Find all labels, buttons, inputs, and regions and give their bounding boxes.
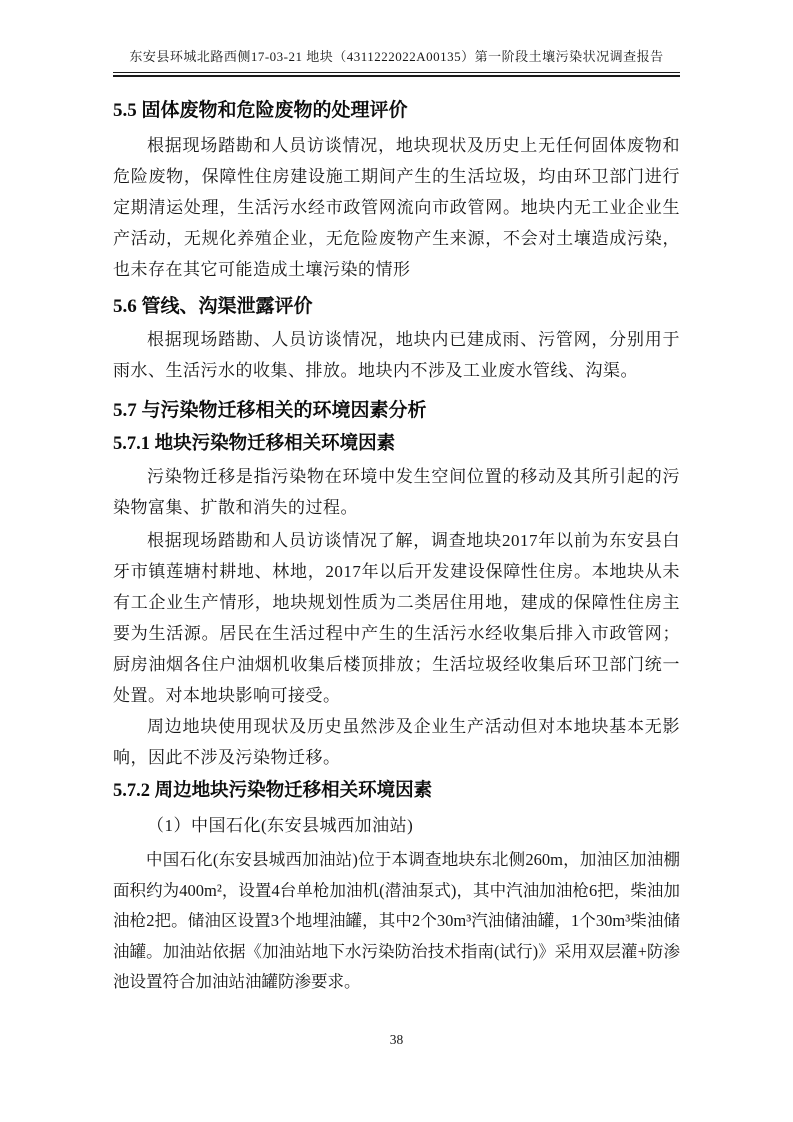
paragraph-site-history-migration: 根据现场踏勘和人员访谈情况了解，调查地块2017年以前为东安县白牙市镇莲塘村耕地、林地，2017年以后开发建设保障性住房。本地块从未有工企业生产情形，地块规划性质为二类居住用地，建成的保障性住房主要为生活源。居民在生活过程中产生的生活污水经收集后排入市政管网；厨房油烟各住户油烟机收集后楼顶排放；生活垃圾经收集后环卫部门统一处置。对本地块影响可接受。 bbox=[113, 531, 680, 705]
section-heading-5-7-2: 5.7.2 周边地块污染物迁移相关环境因素 bbox=[113, 781, 433, 801]
page-header-title: 东安县环城北路西侧17-03-21 地块（4311222022A00135）第一阶段土壤污染状况调查报告 bbox=[129, 49, 664, 64]
header-divider-rule bbox=[113, 72, 680, 77]
section-heading-5-7: 5.7 与污染物迁移相关的环境因素分析 bbox=[113, 400, 427, 421]
section-heading-5-6: 5.6 管线、沟渠泄露评价 bbox=[113, 296, 313, 317]
page-number: 38 bbox=[389, 1032, 404, 1047]
paragraph-surrounding-no-impact: 周边地块使用现状及历史虽然涉及企业生产活动但对本地块基本无影响，因此不涉及污染物迁移。 bbox=[113, 717, 680, 767]
paragraph-solid-waste-evaluation: 根据现场踏勘和人员访谈情况，地块现状及历史上无任何固体废物和危险废物，保障性住房建设施工期间产生的生活垃圾，均由环卫部门进行定期清运处理，生活污水经市政管网流向市政管网。地块内无工业企业生产活动，无规化养殖企业，无危险废物产生来源，不会对土壤造成污染，也未存在其它可能造成土壤污染的情形 bbox=[113, 136, 680, 279]
section-heading-5-7-1: 5.7.1 地块污染物迁移相关环境因素 bbox=[113, 434, 396, 454]
list-item-sinopec-station: （1）中国石化(东安县城西加油站) bbox=[147, 816, 414, 835]
paragraph-pipeline-leak-evaluation: 根据现场踏勘、人员访谈情况，地块内已建成雨、污管网，分别用于雨水、生活污水的收集、排放。地块内不涉及工业废水管线、沟渠。 bbox=[113, 330, 680, 380]
paragraph-gas-station-description: 中国石化(东安县城西加油站)位于本调查地块东北侧260m，加油区加油棚面积约为400m²，设置4台单枪加油机(潜油泵式)，其中汽油加油枪6把，柴油加油枪2把。储油区设置3个地埋油罐，其中2个30m³汽油储油罐，1个30m³柴油储油罐。加油站依据《加油站地下水污染防治技术指南(试行)》采用双层灌+防渗池设置符合加油站油罐防渗要求。 bbox=[113, 850, 680, 991]
section-heading-5-5: 5.5 固体废物和危险废物的处理评价 bbox=[113, 100, 408, 121]
paragraph-pollutant-migration-definition: 污染物迁移是指污染物在环境中发生空间位置的移动及其所引起的污染物富集、扩散和消失的过程。 bbox=[113, 467, 680, 517]
